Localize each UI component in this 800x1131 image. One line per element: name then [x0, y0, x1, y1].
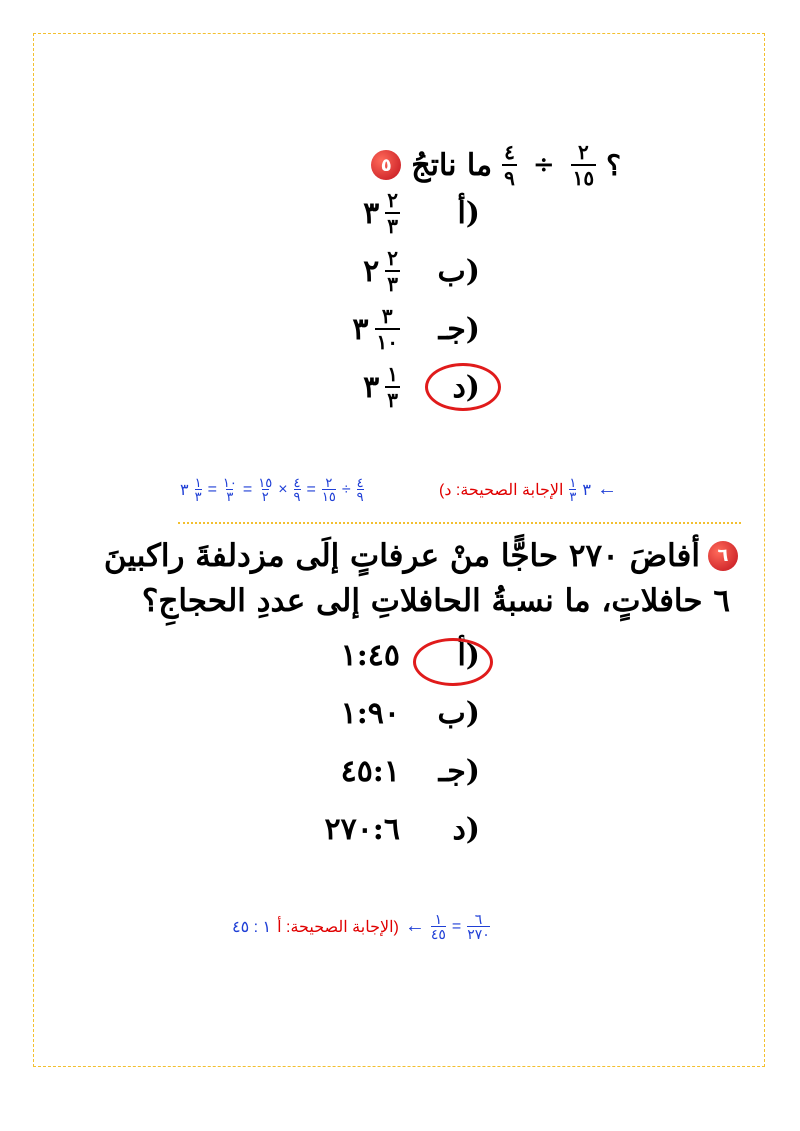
- option-label: أ): [457, 195, 480, 231]
- answer-ratio: ١ : ٤٥: [232, 918, 272, 936]
- correct-answer-circle: [413, 638, 493, 686]
- option-label: د): [452, 369, 480, 405]
- option-value: ١:٩٠: [340, 696, 400, 731]
- answer-label: الإجابة الصحيحة: د): [439, 481, 564, 499]
- option-label: أ): [457, 638, 480, 673]
- question-number-badge: ٦: [708, 541, 738, 571]
- option-value: ١:٤٥: [340, 638, 400, 673]
- solution-steps-5: ٣ ١ ٣ = ١٠ ٣ = ١٥ ٢ × ٤ ٩ = ٢ ١٥ ÷ ٤ ٩: [180, 475, 364, 504]
- question-5: [371, 142, 637, 188]
- question-line-2: ٦ حافلاتٍ، ما نسبةُ الحافلاتِ إلى عددِ الحجاجِ؟: [141, 582, 730, 619]
- section-divider: [178, 522, 741, 524]
- fraction-b: $\frac{٢}{١٥}$: [572, 140, 595, 190]
- option-b[interactable]: [363, 248, 480, 294]
- option-b[interactable]: [341, 696, 480, 731]
- option-c[interactable]: [352, 306, 480, 352]
- answer-line-6: ١ : ٤٥ الإجابة الصحيحة: أ) ← ١ ٤٥ = ٦ ٢٧٠: [232, 911, 490, 942]
- question-line-1: أفاضَ ٢٧٠ حاجًّا منْ عرفاتٍ إلَى مزدلفةَ راكبينَ: [103, 538, 700, 574]
- option-label: جـ): [438, 311, 480, 347]
- question-mark: ؟: [606, 148, 621, 182]
- answer-whole: ٣: [582, 481, 591, 499]
- question-prefix: ما ناتجُ: [411, 147, 493, 183]
- option-label: جـ): [438, 754, 480, 789]
- correct-answer-circle: [425, 363, 501, 411]
- question-6: [98, 534, 738, 624]
- option-value: $\frac{٣}{١٠}$ ٣: [352, 304, 398, 354]
- option-a[interactable]: [363, 190, 480, 236]
- option-value: ٤٥:١: [340, 754, 400, 789]
- answer-label: الإجابة الصحيحة: أ): [277, 918, 399, 936]
- answer-fraction: ١ ٣: [569, 475, 577, 504]
- option-value: ٢٧٠:٦: [324, 812, 400, 847]
- divide-operator: ÷: [532, 150, 555, 180]
- fraction-a: $\frac{٤}{٩}$: [504, 140, 515, 190]
- arrow-left-icon: ←: [597, 478, 617, 500]
- option-value: $\frac{٢}{٣}$ ٣: [363, 188, 398, 238]
- option-label: د): [452, 812, 480, 847]
- option-d[interactable]: [324, 812, 480, 847]
- arrow-left-icon: ←: [404, 915, 425, 937]
- question-number-badge: ٥: [371, 150, 401, 180]
- option-value: $\frac{١}{٣}$ ٣: [363, 362, 398, 412]
- option-c[interactable]: [341, 754, 480, 789]
- option-label: ب): [437, 253, 480, 289]
- option-value: $\frac{٢}{٣}$ ٢: [363, 246, 398, 296]
- option-label: ب): [437, 696, 480, 731]
- answer-line-5: [439, 476, 617, 503]
